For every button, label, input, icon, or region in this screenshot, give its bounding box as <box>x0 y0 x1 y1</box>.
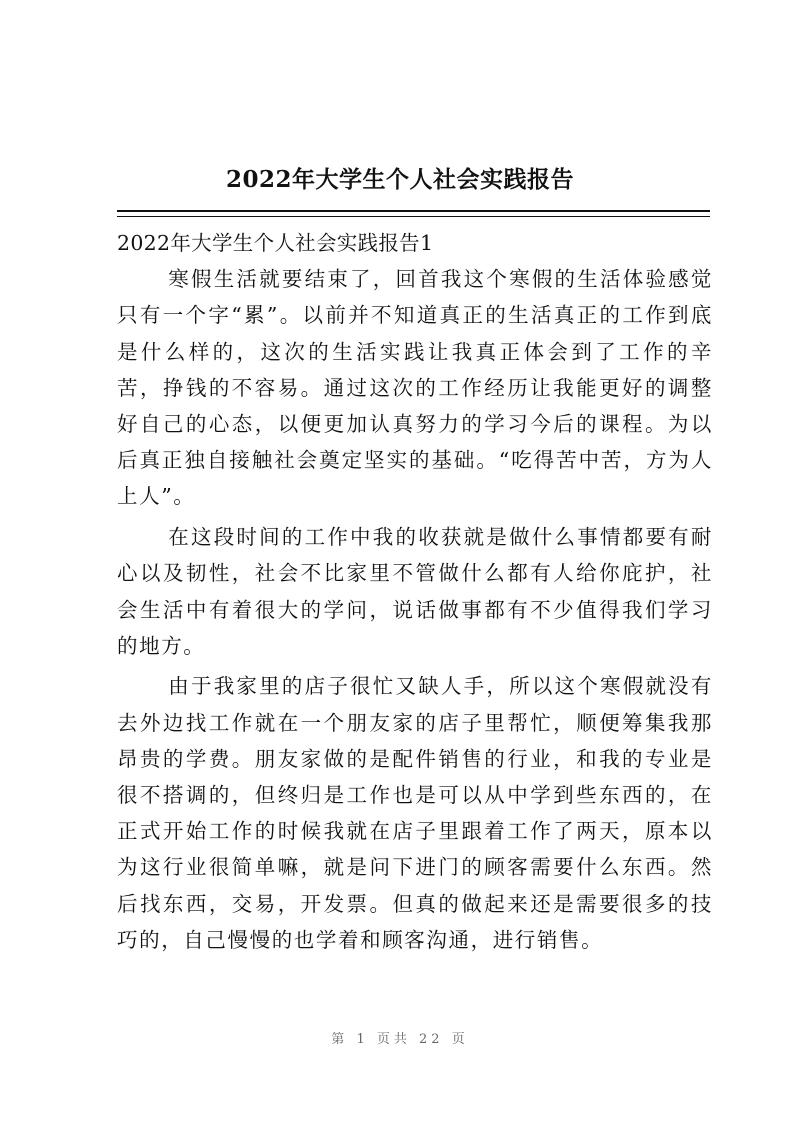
page-footer <box>0 1030 800 1050</box>
paragraph-2: 在这段时间的工作中我的收获就是做什么事情都要有耐心以及韧性，社会不比家里不管做什么都有人给你庇护，社会生活中有着很大的学问，说话做事都有不少值得我们学习的地方。 <box>117 525 713 658</box>
footer-page-prefix: 第 <box>331 1032 349 1047</box>
footer-total-pages: 22 <box>419 1032 444 1047</box>
footer-page-suffix: 页 <box>451 1032 469 1047</box>
document-body <box>117 225 713 958</box>
paragraph-1: 寒假生活就要结束了，回首我这个寒假的生活体验感觉只有一个字“累”。以前并不知道真正的生活真正的工作到底是什么样的，这次的生活实践让我真正体会到了工作的辛苦，挣钱的不容易。通过这次的工作经历让我能更好的调整好自己的心态，以便更加认真努力的学习今后的课程。为以后真正独自接触社会奠定坚实的基础。“吃得苦中苦，方为人上人”。 <box>117 267 713 509</box>
document-title: 2022年大学生个人社会实践报告 <box>225 166 574 193</box>
title-divider-thin <box>117 216 710 217</box>
paragraph-3: 由于我家里的店子很忙又缺人手，所以这个寒假就没有去外边找工作就在一个朋友家的店子里帮忙，顺便筹集我那昂贵的学费。朋友家做的是配件销售的行业，和我的专业是很不搭调的，但终归是工作也是可以从中学到些东西的，在正式开始工作的时候我就在店子里跟着工作了两天，原本以为这行业很简单嘛，就是问下进门的顾客需要什么东西。然后找东西，交易，开发票。但真的做起来还是需要很多的技巧的，自己慢慢的也学着和顾客沟通，进行销售。 <box>117 674 713 952</box>
section-heading: 2022年大学生个人社会实践报告1 <box>117 231 434 255</box>
footer-page-middle: 页共 <box>376 1032 411 1047</box>
title-divider-thick <box>117 210 710 212</box>
footer-page-number: 1 <box>356 1032 369 1047</box>
